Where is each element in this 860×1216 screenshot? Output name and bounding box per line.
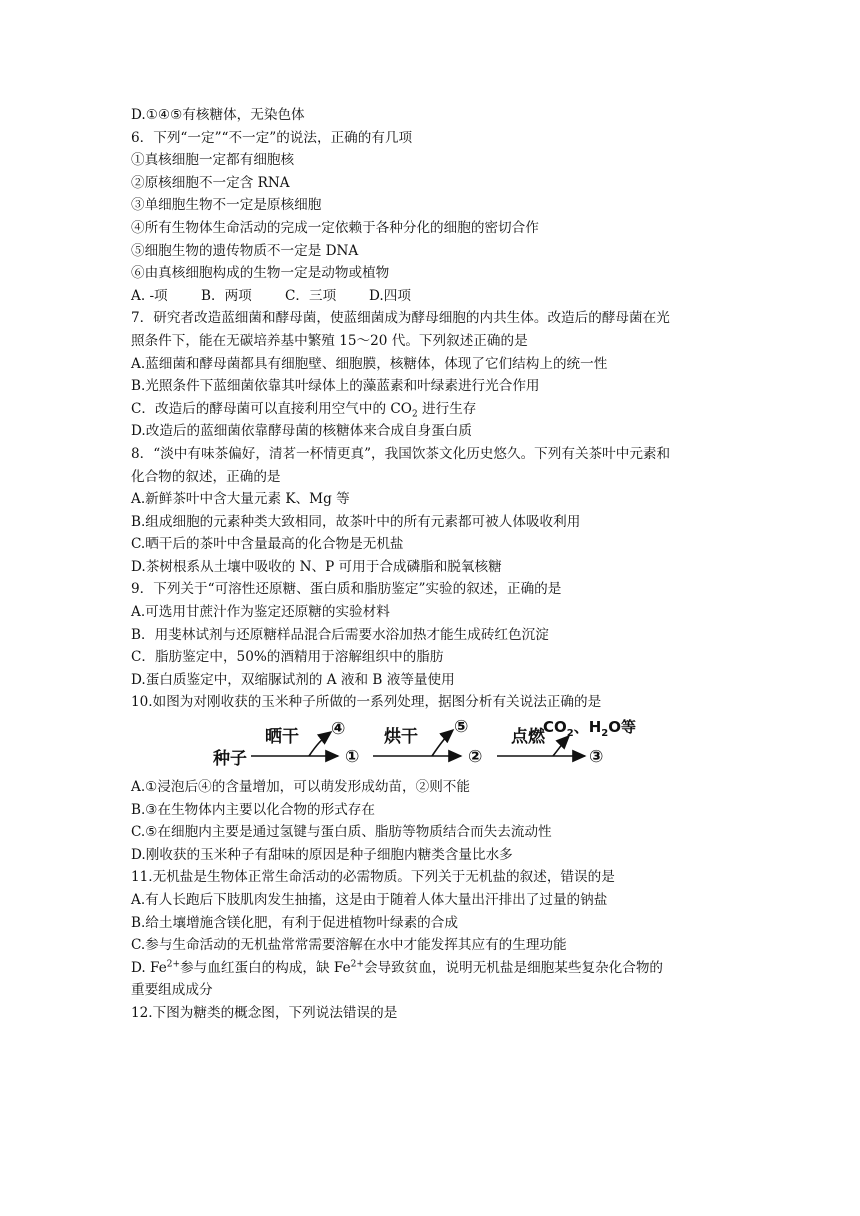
- document-page: [131, 104, 751, 1025]
- question-6-options: [131, 285, 751, 308]
- text-line: 9．下列关于“可溶性还原糖、蛋白质和脂肪鉴定”实验的叙述，正确的是: [131, 581, 562, 598]
- statement-2: ②原核细胞不一定含 RNA: [131, 174, 290, 191]
- bake-label: 烘干: [384, 727, 418, 748]
- text-line: B.组成细胞的元素种类大致相同，故茶叶中的所有元素都可被人体吸收利用: [131, 513, 581, 530]
- questions-8-10-block: [131, 420, 751, 714]
- option-d-text: D. Fe: [131, 959, 167, 976]
- statement-5: ⑤细胞生物的遗传物质不一定是 DNA: [131, 242, 359, 259]
- text-line: B.③在生物体内主要以化合物的形式存在: [131, 801, 375, 818]
- flow-diagram-svg: [213, 716, 673, 774]
- superscript: 2+: [350, 959, 364, 970]
- superscript: 2+: [166, 959, 181, 970]
- marker-1: ①: [345, 747, 360, 768]
- text-line: A.可选用甘蔗汁作为鉴定还原糖的实验材料: [131, 604, 390, 621]
- statement-1: ①真核细胞一定都有细胞核: [131, 152, 295, 169]
- statement-3: ③单细胞生物不一定是原核细胞: [131, 197, 322, 214]
- question-10-stem: 10.如图为对刚收获的玉米种子所做的一系列处理，据图分析有关说法正确的是: [131, 694, 602, 711]
- text-line: D.刚收获的玉米种子有甜味的原因是种子细胞内糖类含量比水多: [131, 846, 513, 863]
- branch-arrow-5: [432, 730, 453, 756]
- sun-dry-label: 晒干: [265, 727, 299, 748]
- option-b: B.光照条件下蓝细菌依靠其叶绿体上的藻蓝素和叶绿素进行光合作用: [131, 378, 540, 395]
- seed-processing-diagram: [131, 716, 751, 774]
- question-7-stem-cont: 照条件下，能在无碳培养基中繁殖 15～20 代。下列叙述正确的是: [131, 332, 528, 349]
- text-line: D.茶树根系从土壤中吸收的 N、P 可用于合成磷脂和脱氧核糖: [131, 558, 502, 575]
- question-11-stem: 11.无机盐是生物体正常生命活动的必需物质。下列关于无机盐的叙述，错误的是: [131, 869, 615, 886]
- statement-4: ④所有生物体生命活动的完成一定依赖于各种分化的细胞的密切合作: [131, 219, 539, 236]
- option-d-cont: 重要组成成分: [131, 982, 213, 999]
- option-c: [131, 398, 751, 421]
- option-c: C．三项: [285, 287, 337, 304]
- statement-6: ⑥由真核细胞构成的生物一定是动物或植物: [131, 265, 390, 282]
- branch-arrow-gas: [553, 736, 569, 756]
- seed-label: 种子: [213, 749, 247, 770]
- text-line: A.①浸泡后④的含量增加，可以萌发形成幼苗，②则不能: [131, 779, 470, 796]
- text-line: A.新鲜茶叶中含大量元素 K、Mg 等: [131, 491, 350, 508]
- marker-3: ③: [589, 747, 604, 768]
- option-a: A. -项: [131, 287, 168, 304]
- option-a: A.蓝细菌和酵母菌都具有细胞壁、细胞膜，核糖体，体现了它们结构上的统一性: [131, 355, 608, 372]
- marker-2: ②: [468, 747, 483, 768]
- ignite-label: 点燃: [511, 727, 545, 748]
- text-line: D.①④⑤有核糖体，无染色体: [131, 107, 305, 123]
- option-d-text: 参与血红蛋白的构成，缺 Fe: [180, 959, 351, 976]
- text-line: B．用斐林试剂与还原糖样品混合后需要水浴加热才能生成砖红色沉淀: [131, 626, 549, 643]
- text-line: D.蛋白质鉴定中，双缩脲试剂的 A 液和 B 液等量使用: [131, 671, 455, 688]
- text-line: C．脂肪鉴定中，50%的酒精用于溶解组织中的脂肪: [131, 649, 444, 666]
- questions-10-11-block: [131, 776, 751, 1025]
- text-line: A.有人长跑后下肢肌肉发生抽搐，这是由于随着人体大量出汗排出了过量的钠盐: [131, 892, 608, 908]
- question-6-stem: 6．下列“一定”“不一定”的说法，正确的有几项: [131, 129, 413, 146]
- option-d: D.四项: [369, 287, 411, 304]
- question-12-stem: 12.下图为糖类的概念图，下列说法错误的是: [131, 1004, 398, 1021]
- text-line: 8．“淡中有味茶偏好，清茗一杯情更真”，我国饮茶文化历史悠久。下列有关茶叶中元素和: [131, 445, 671, 462]
- option-d-text: 会导致贫血，说明无机盐是细胞某些复杂化合物的: [363, 959, 664, 976]
- marker-5: ⑤: [454, 717, 469, 738]
- text-line: C.晒干后的茶叶中含量最高的化合物是无机盐: [131, 536, 404, 553]
- question-7-stem: 7．研究者改造蓝细菌和酵母菌，使蓝细菌成为酵母细胞的内共生体。改造后的酵母菌在光: [131, 310, 670, 327]
- option-b: B．两项: [201, 287, 252, 304]
- branch-arrow-4: [309, 732, 331, 756]
- option-d: [131, 957, 751, 980]
- marker-4: ④: [331, 719, 346, 740]
- text-line: C.参与生命活动的无机盐常常需要溶解在水中才能发挥其应有的生理功能: [131, 937, 567, 954]
- text-line: D.改造后的蓝细菌依靠酵母菌的核糖体来合成自身蛋白质: [131, 423, 472, 440]
- question-6-block: [131, 104, 751, 307]
- option-c-text: C．改造后的酵母菌可以直接利用空气中的 CO: [131, 400, 412, 417]
- text-line: C.⑤在细胞内主要是通过氢键与蛋白质、脂肪等物质结合而失去流动性: [131, 824, 552, 841]
- question-7-block: [131, 307, 751, 420]
- subscript: 2: [411, 409, 418, 420]
- option-c-text-end: 进行生存: [417, 400, 477, 417]
- text-line: 化合物的叙述，正确的是: [131, 468, 281, 485]
- text-line: B.给土壤增施含镁化肥，有利于促进植物叶绿素的合成: [131, 914, 458, 931]
- gas-products-label: $CO_2$、$H_2O$等: [543, 718, 637, 740]
